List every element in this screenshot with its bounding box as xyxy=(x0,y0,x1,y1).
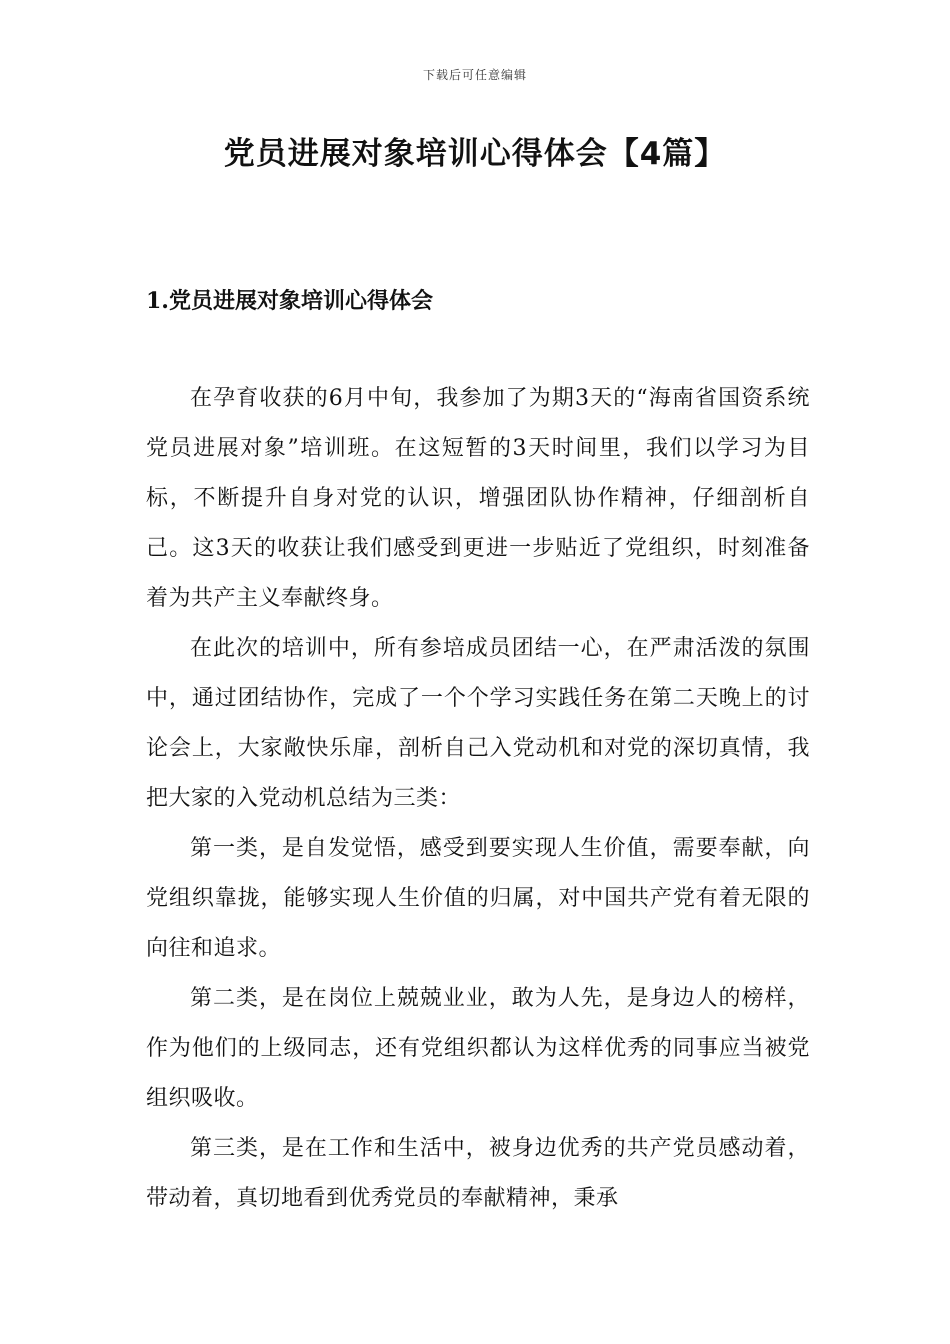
header-note: 下载后可任意编辑 xyxy=(422,68,527,82)
paragraph: 第三类，是在工作和生活中，被身边优秀的共产党员感动着，带动着，真切地看到优秀党员的奉献精神，秉承 xyxy=(146,1136,810,1211)
document-body xyxy=(146,374,810,1224)
section-heading: 1.党员进展对象培训心得体会 xyxy=(146,288,433,314)
document-title: 党员进展对象培训心得体会【4篇】 xyxy=(223,136,727,172)
paragraph: 第二类，是在岗位上兢兢业业，敢为人先，是身边人的榜样，作为他们的上级同志，还有党组织都认为这样优秀的同事应当被党组织吸收。 xyxy=(146,986,810,1111)
paragraph: 在此次的培训中，所有参培成员团结一心，在严肃活泼的氛围中，通过团结协作，完成了一个个学习实践任务在第二天晚上的讨论会上，大家敞快乐扉，剖析自己入党动机和对党的深切真情，我把大家的入党动机总结为三类： xyxy=(146,636,810,811)
paragraph: 第一类，是自发觉悟，感受到要实现人生价值，需要奉献，向党组织靠拢，能够实现人生价值的归属，对中国共产党有着无限的向往和追求。 xyxy=(146,836,810,961)
paragraph: 在孕育收获的6月中旬，我参加了为期3天的“海南省国资系统党员进展对象”培训班。在这短暂的3天时间里，我们以学习为目标，不断提升自身对党的认识，增强团队协作精神，仔细剖析自己。这3天的收获让我们感受到更进一步贴近了党组织，时刻准备着为共产主义奉献终身。 xyxy=(146,386,810,611)
